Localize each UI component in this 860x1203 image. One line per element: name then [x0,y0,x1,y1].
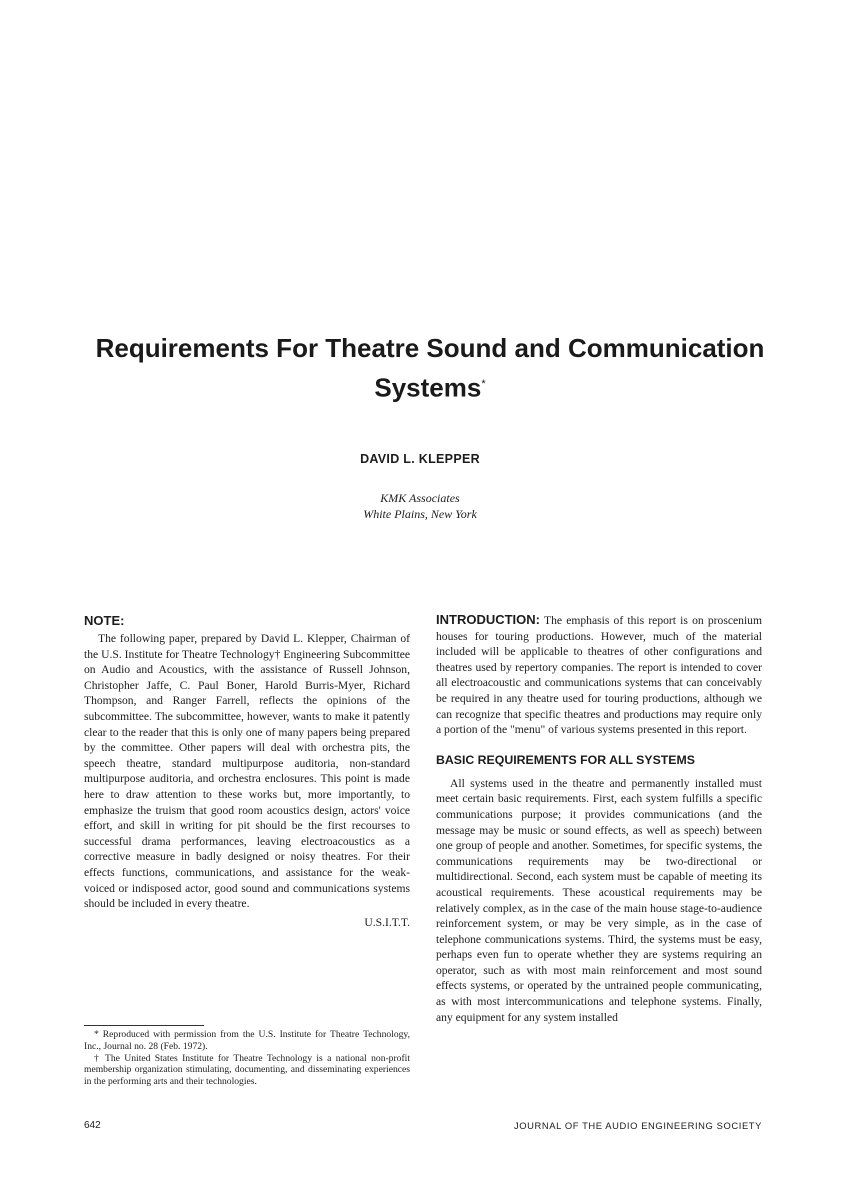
basic-requirements-heading: BASIC REQUIREMENTS FOR ALL SYSTEMS [436,752,695,767]
title-footnote-mark: * [481,378,486,390]
affiliation-organization: KMK Associates [380,491,460,505]
footnote-reproduced: * Reproduced with permission from the U.S. Institute for Theatre Technology, Inc., Journal no. 28 (Feb. 1972). [84,1029,410,1052]
article-title [60,330,800,406]
introduction-body: The emphasis of this report is on proscenium houses for touring productions. However, much of the material included will be applicable to theatres of other configurations and theatres used by repertory companies. The report is intended to cover all electroacoustic and communications systems that can conceivably be required in any theatre used for touring productions, although we can recognize that specific theatres and productions may require only a portion of the "menu" of various systems presented in this report. [436,614,762,737]
affiliation-location: White Plains, New York [363,507,477,521]
introduction-paragraph [436,612,762,738]
author-name: DAVID L. KLEPPER [360,452,480,466]
introduction-heading: INTRODUCTION: [436,612,540,627]
right-column [436,612,762,1025]
note-heading: NOTE: [84,613,125,628]
footnotes [84,1029,410,1088]
note-body: The following paper, prepared by David L. Klepper, Chairman of the U.S. Institute for Theatre Technology† Engineering Subcommittee on Audio and Acoustics, with the assistance of Russell Johnson, Christopher Jaffe, C. Paul Boner, Harold Burris-Myer, Richard Thompson, and Ranger Farrell, reflects the opinions of the subcommittee. The subcommittee, however, wants to make it patently clear to the reader that this is only one of many papers being prepared by the committee. Other papers will deal with orchestra pits, the speech theatre, standard multipurpose auditoria, non-standard multipurpose auditoria, and orchestra enclosures. This point is made here to draw attention to these works but, more importantly, to emphasize the truism that good room acoustics design, actors' voice effort, and skill in writing for pit should be the first recourses to successful drama performances, leaving electroacoustics as a corrective measure in badly designed or noisy theatres. For their effects functions, communications, and assistance for the weak-voiced or indisposed actor, good sound and communications systems should be included in every theatre. [84,632,410,911]
author-affiliation [0,490,840,522]
left-column [84,612,410,930]
footnote-divider [84,1025,204,1026]
page-number: 642 [84,1120,101,1131]
journal-name: JOURNAL OF THE AUDIO ENGINEERING SOCIETY [514,1120,762,1131]
article-title-text: Requirements For Theatre Sound and Communication Systems [95,333,765,403]
note-signature: U.S.I.T.T. [364,915,410,929]
footnote-usitt: † The United States Institute for Theatre Technology is a national non-profit membership organization stimulating, documenting, and disseminating experiences in the performing arts and their technologies. [84,1052,410,1088]
basic-requirements-body: All systems used in the theatre and permanently installed must meet certain basic requirements. First, each system fulfills a specific communications purpose; it provides communications (and the message may be music or sound effects, as well as speech) between one group of people and another. Sometimes, for specific systems, the communications requirements may be two-directional or multidirectional. Second, each system must be capable of meeting its acoustical requirements. These acoustical requirements may be relatively complex, as in the case of the main house stage-to-audience reinforcement system, or may be very simple, as in the case of telephone communications systems. Third, the systems must be easy, perhaps even fun to operate whether they are systems requiring an operator, such as with most main reinforcement and most sound effects systems, or operated by the untrained people communicating, as with most intercommunications and telephone systems. Finally, any equipment for any system installed [436,776,762,1024]
